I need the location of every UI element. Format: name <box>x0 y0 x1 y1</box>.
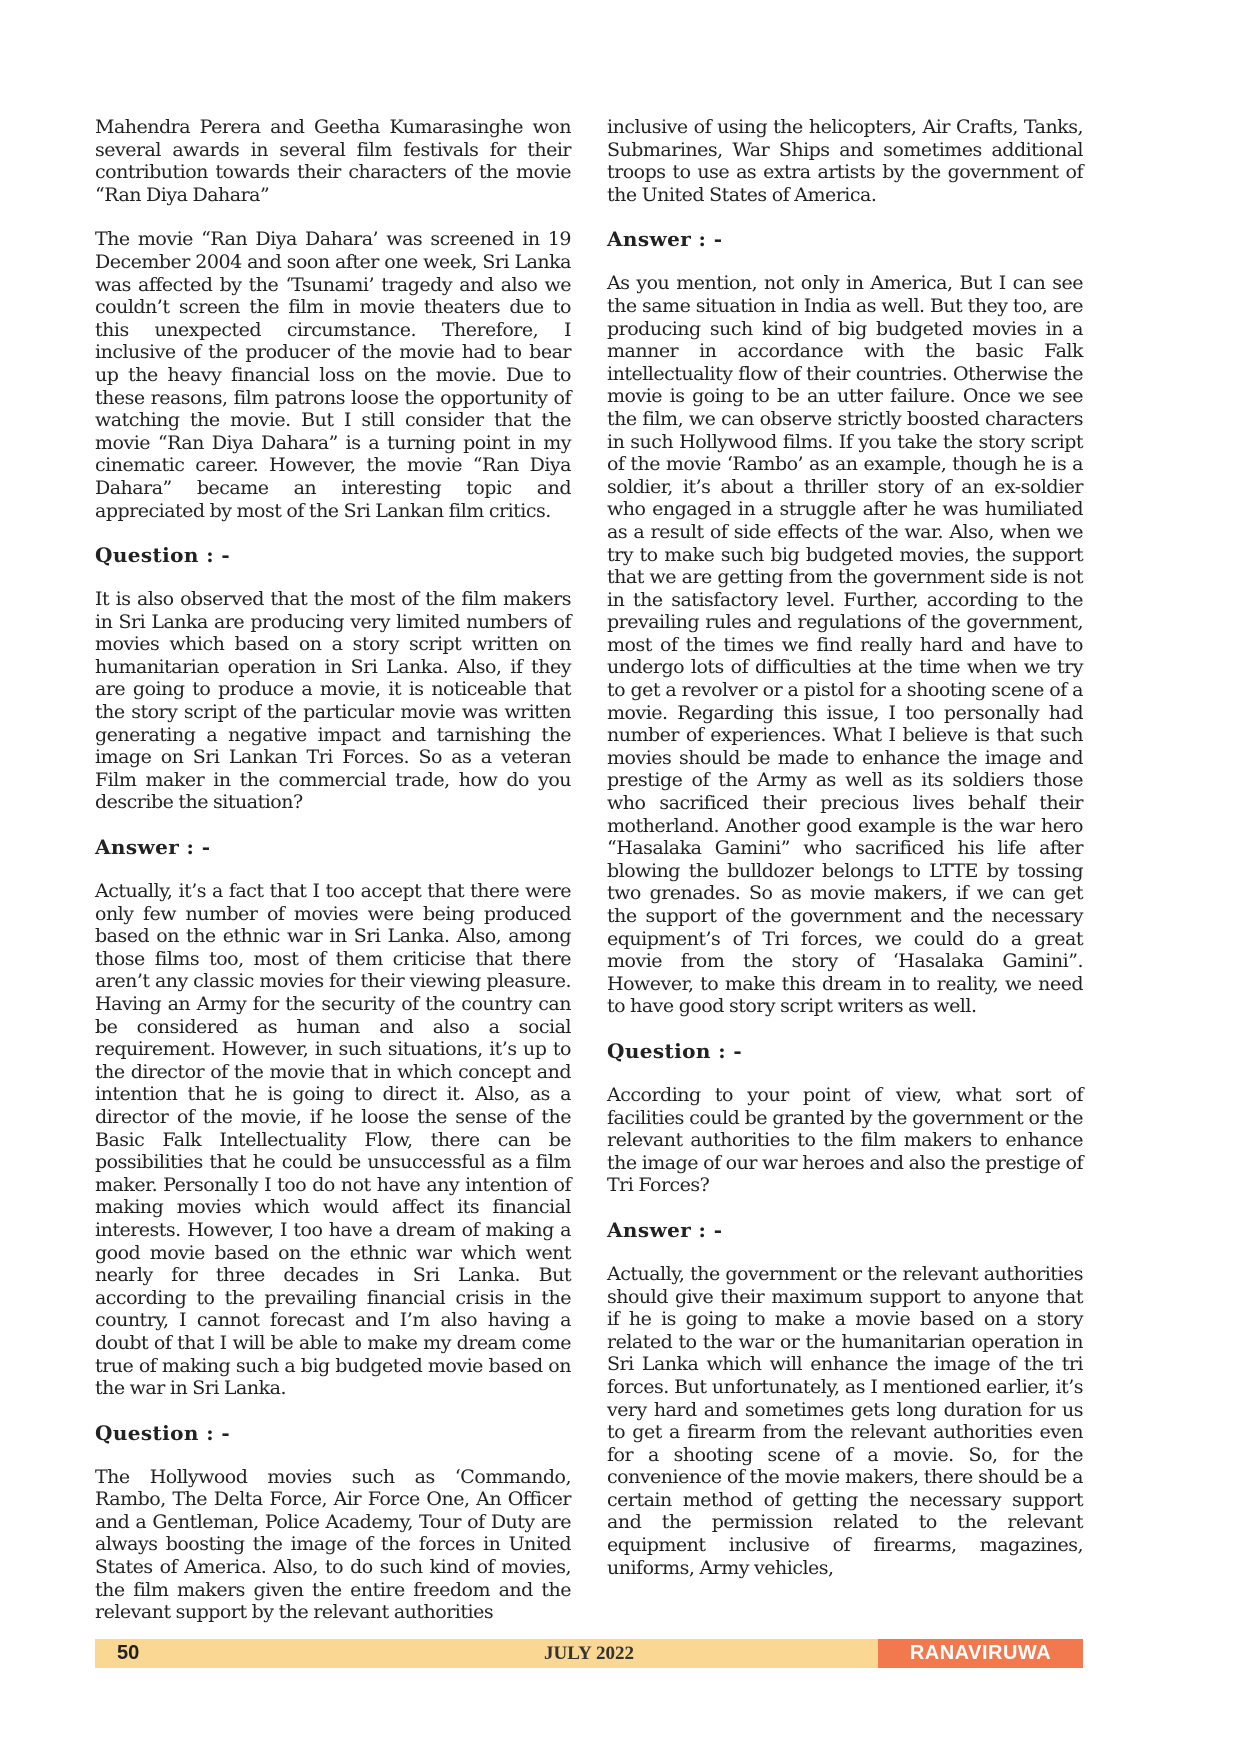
answer-heading: Answer : - <box>95 835 211 860</box>
left-column <box>95 116 571 1646</box>
answer-paragraph: Actually, it’s a fact that I too accept that there were only few number of movies were being produced based on the ethnic war in Sri Lanka. Also, among those films too, most of them criticise that there aren’t any classic movies for their viewing pleasure. Having an Army for the security of the country can be considered as human and also a social requirement. However, in such situations, it’s up to the director of the movie that in which concept and intention that he is going to direct it. Also, as a director of the movie, if he loose the sense of the Basic Falk Intellectuality Flow, there can be possibilities that he could be unsuccessful as a film maker. Personally I too do not have any intention of making movies which would affect its financial interests. However, I too have a dream of making a good movie based on the ethnic war which went nearly for three decades in Sri Lanka. But according to the prevailing financial crisis in the country, I cannot forecast and I’m also having a doubt of that I will be able to make my dream come true of making such a big budgeted movie based on the war in Sri Lanka. <box>95 880 571 1400</box>
right-column <box>607 116 1083 1601</box>
question-paragraph: The Hollywood movies such as ‘Commando, Rambo, The Delta Force, Air Force One, An Officer and a Gentleman, Police Academy, Tour of Duty are always boosting the image of the forces in United States of America. Also, to do such kind of movies, the film makers given the entire freedom and the relevant support by the relevant authorities <box>95 1465 571 1624</box>
answer-heading: Answer : - <box>607 1217 723 1242</box>
question-heading: Question : - <box>95 1420 231 1445</box>
question-heading: Question : - <box>95 543 231 568</box>
article-paragraph: Mahendra Perera and Geetha Kumarasinghe won several awards in several film festivals for their contribution towards their characters of the movie “Ran Diya Dahara” <box>95 116 571 206</box>
page-number: 50 <box>117 1642 140 1664</box>
answer-paragraph: As you mention, not only in America, But I can see the same situation in India as well. But they too, are producing such kind of big budgeted movies in a manner in accordance with the basic Falk intellectuality flow of their countries. Otherwise the movie is going to be an utter failure. Once we see the film, we can observe strictly boosted characters in such Hollywood films. If you take the story script of the movie ‘Rambo’ as an example, though he is a soldier, it’s about a thriller story of an ex-soldier who engaged in a struggle after he was humiliated as a result of side effects of the war. Also, when we try to make such big budgeted movies, the support that we are getting from the government side is not in the satisfactory level. Further, according to the prevailing rules and regulations of the government, most of the times we find really hard and have to undergo lots of difficulties at the time when we try to get a revolver or a pistol for a shooting scene of a movie. Regarding this issue, I too personally had number of experiences. What I believe is that such movies should be made to enhance the image and prestige of the Army as well as its soldiers those who sacrificed their precious lives behalf their motherland. Another good example is the war hero “Hasalaka Gamini” who sacrificed his life after blowing the bulldozer belongs to LTTE by tossing two grenades. So as movie makers, if we can get the support of the government and the necessary equipment’s of Tri forces, we could do a great movie from the story of ‘Hasalaka Gamini”. However, to make this dream in to reality, we need to have good story script writers as well. <box>607 272 1083 1018</box>
issue-date: JULY 2022 <box>544 1643 634 1664</box>
magazine-name: RANAVIRUWA <box>878 1639 1083 1668</box>
question-heading: Question : - <box>607 1038 743 1063</box>
answer-heading: Answer : - <box>607 227 723 252</box>
question-paragraph: According to your point of view, what sort of facilities could be granted by the government or the relevant authorities to the film makers to enhance the image of our war heroes and also the prestige of Tri Forces? <box>607 1083 1083 1197</box>
question-paragraph: It is also observed that the most of the film makers in Sri Lanka are producing very limited numbers of movies which based on a story script written on humanitarian operation in Sri Lanka. Also, if they are going to produce a movie, it is noticeable that the story script of the particular movie was written generating a negative impact and tarnishing the image on Sri Lankan Tri Forces. So as a veteran Film maker in the commercial trade, how do you describe the situation? <box>95 588 571 814</box>
question-paragraph: inclusive of using the helicopters, Air Crafts, Tanks, Submarines, War Ships and sometimes additional troops to use as extra artists by the government of the United States of America. <box>607 116 1083 206</box>
page-footer <box>95 1639 1083 1668</box>
article-paragraph: The movie “Ran Diya Dahara’ was screened in 19 December 2004 and soon after one week, Sri Lanka was affected by the ‘Tsunami’ tragedy and also we couldn’t screen the film in movie theaters due to this unexpected circumstance. Therefore, I inclusive of the producer of the movie had to bear up the heavy financial loss on the movie. Due to these reasons, film patrons loose the opportunity of watching the movie. But I still consider that the movie “Ran Diya Dahara” is a turning point in my cinematic career. However, the movie “Ran Diya Dahara” became an interesting topic and appreciated by most of the Sri Lankan film critics. <box>95 228 571 522</box>
answer-paragraph: Actually, the government or the relevant authorities should give their maximum support to anyone that if he is going to make a movie based on a story related to the war or the humanitarian operation in Sri Lanka which will enhance the image of the tri forces. But unfortunately, as I mentioned earlier, it’s very hard and sometimes gets long duration for us to get a firearm from the relevant authorities even for a shooting scene of a movie. So, for the convenience of the movie makers, there should be a certain method of getting the necessary support and the permission related to the relevant equipment inclusive of firearms, magazines, uniforms, Army vehicles, <box>607 1262 1083 1579</box>
